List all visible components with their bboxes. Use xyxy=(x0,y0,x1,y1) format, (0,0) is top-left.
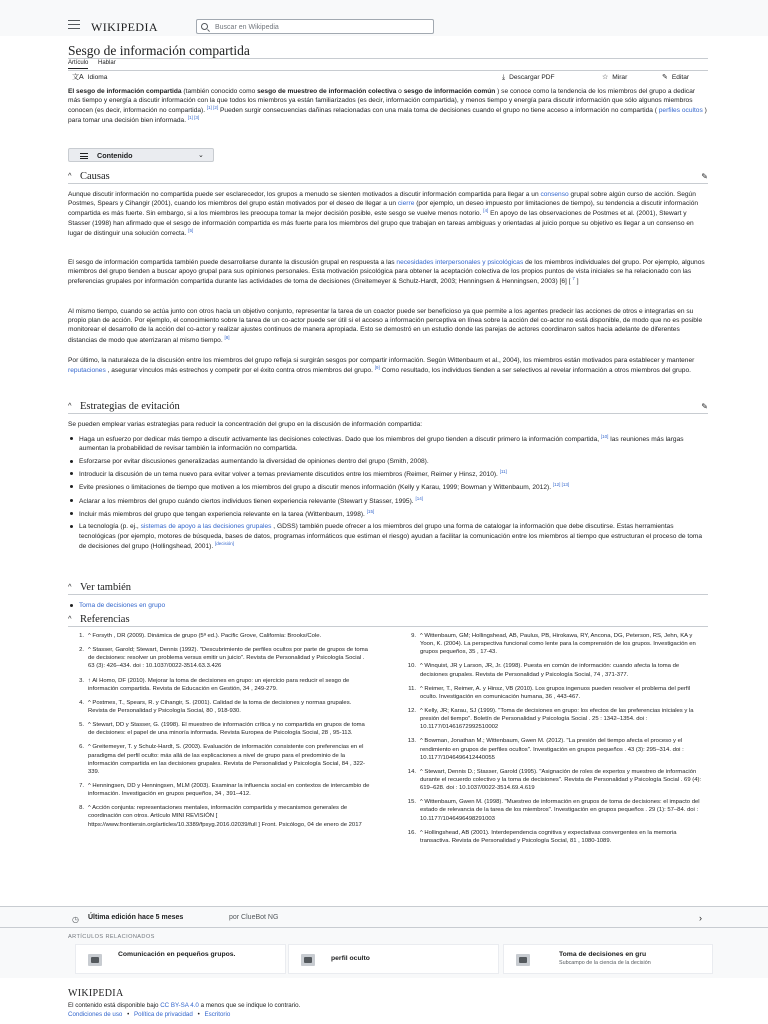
search-icon xyxy=(201,23,208,30)
related-card[interactable] xyxy=(288,944,499,974)
text: El sesgo de información compartida también puede desarrollarse durante la discusión grupal en respuesta a las xyxy=(68,259,397,266)
citation[interactable]: [15] xyxy=(366,509,375,515)
list-item xyxy=(68,522,708,551)
ref-number: 7. xyxy=(79,782,84,789)
ref-text: ^ Winquist, JR y Larson, JR, Jr. (1998). Puesta en común de información: cuando afecta la toma de decisiones grupales. Revista de Personalidad y Psicología Social, 74 , 371-377. xyxy=(420,663,680,678)
list-item xyxy=(68,509,708,519)
related-label: ARTÍCULOS RELACIONADOS xyxy=(68,934,155,940)
ref-number: 14. xyxy=(407,768,416,775)
see-also-list xyxy=(68,601,708,610)
paragraph: Se pueden emplear varias estrategias para reducir la concentración del grupo en la discusión de información compartida: xyxy=(68,421,423,428)
list-item xyxy=(68,469,708,479)
ref-text: ^ Greitemeyer, T. y Schulz-Hardt, S. (2003). Evaluación de información consistente con preferencias en el paradigma del perfil oculto: más allá de las explicaciones a nivel de grupo para el predominio de la información compartida en las decisiones grupales. Revista de Personalidad y Psicología Social, 84 , 322-339. xyxy=(88,744,366,775)
ref-number: 1. xyxy=(79,633,84,639)
watch-button[interactable] xyxy=(602,72,627,83)
ref-text: ^ Henningsen, DD y Henningsen, MLM (2003). Examinar la influencia social en contextos de intercambio de información. Investigación en grupos pequeños, 34 , 391–412. xyxy=(88,782,370,798)
last-edited-bar[interactable] xyxy=(0,906,768,928)
ref-text: ^ Reimer, T., Reimer, A. y Hinsz, VB (2010). Los grupos ingenuos pueden resolver el problema del perfil oculto. Investigación en comunicación humana, 36 , 443-467. xyxy=(420,685,691,700)
reference-item xyxy=(400,632,704,656)
article-thumbnail-icon xyxy=(301,954,315,966)
search-placeholder: Buscar en Wikipedia xyxy=(215,23,279,31)
reference-item xyxy=(68,632,372,640)
article-thumbnail-icon xyxy=(88,954,102,966)
text: ) para tomar una decisión bien informada. xyxy=(68,107,707,125)
paragraph xyxy=(68,190,708,238)
intro-paragraph xyxy=(68,87,708,126)
text: Introducir la discusión de un tema nuevo para evitar volver a temas previamente discutidos entre los miembros (Reimer, Reimer y Hinsz, 2010). xyxy=(79,471,500,479)
citation[interactable]: [9] xyxy=(374,365,380,371)
section-title: Ver también xyxy=(80,582,132,593)
list-item xyxy=(68,496,708,506)
ref-number: 11. xyxy=(408,685,416,692)
text: Pueden surgir consecuencias dañinas relacionadas con una mala toma de decisiones cuando el grupo no tiene acceso a información no compartida ( xyxy=(218,107,659,115)
download-pdf-button[interactable] xyxy=(502,72,555,83)
privacy-link[interactable]: Política de privacidad xyxy=(134,1011,193,1018)
citation[interactable]: [decisión] xyxy=(215,540,235,546)
watch-label: Mirar xyxy=(612,73,628,81)
text: Aclarar a los miembros del grupo cuándo ciertos individuos tienen experiencia relevante (Stewart y Stasser, 1995). xyxy=(79,497,416,505)
ref-number: 13. xyxy=(407,738,416,745)
citation[interactable]: [4] xyxy=(483,208,489,214)
pencil-icon: ✎ xyxy=(662,73,668,81)
section-heading-ver-tambien[interactable] xyxy=(68,581,708,595)
ref-text: ↑ Al Homo, DF (2010). Mejorar la toma de decisiones en grupo: un ejercicio para reducir el sesgo de información compartida. Revista de Educación en Gestión, 34 , 249-279. xyxy=(88,677,350,692)
list-item xyxy=(68,482,708,492)
citation[interactable]: 7 xyxy=(572,276,575,282)
pencil-icon[interactable]: ✎ xyxy=(701,172,708,181)
list-item: Esforzarse por evitar discusiones generalizadas aumentando la diversidad de opiniones dentro del grupo (Smith, 2008). xyxy=(68,457,708,466)
text: ) se conoce como la tendencia de los miembros del grupo a dedicar más tiempo y energía a discutir información con la que todos los miembros ya están familiarizados (es decir, información compartida), y menos tiempo y energía para discutir información que sólo algunos miembros conocen (es decir, información no compartida). xyxy=(68,88,696,115)
term-bold: El sesgo de información compartida xyxy=(68,88,182,95)
ref-number: 2. xyxy=(79,647,84,654)
ref-number: 10. xyxy=(407,663,416,670)
text: Aunque discutir información no compartida puede ser esclarecedor, los grupos a menudo se sienten motivados a discutir información compartida para llegar a un xyxy=(68,191,541,198)
ref-number: 16. xyxy=(407,829,416,836)
last-editor[interactable]: por ClueBot NG xyxy=(229,914,279,921)
related-card-title: perfil oculto xyxy=(331,955,370,962)
chevron-up-icon[interactable]: ^ xyxy=(68,614,72,623)
related-card-title: Toma de decisiones en gru xyxy=(559,951,647,958)
section-title: Estrategias de evitación xyxy=(80,401,180,412)
ref-text: ^ Kelly, JR; Karau, SJ (1999). "Toma de decisiones en grupo: los efectos de las preferencias iniciales y la presión del tiempo". Boletín de Personalidad y Psicología Social . 25 : 1342–1354. doi : 10.1177/01461672992510002 xyxy=(420,707,694,731)
separator: • xyxy=(197,1011,200,1018)
ref-number: 6. xyxy=(79,744,84,751)
text: Incluir más miembros del grupo que tengan experiencia relevante en la tarea (Wittenbaum, 1998). xyxy=(79,511,367,519)
page-title: Sesgo de información compartida xyxy=(68,43,250,58)
citation[interactable]: [10] xyxy=(600,434,609,439)
citation[interactable]: [1] [2] xyxy=(206,105,219,111)
site-footer xyxy=(0,978,768,1024)
paragraph xyxy=(68,307,708,345)
ref-number: 4. xyxy=(79,699,84,706)
citation[interactable]: [5] xyxy=(188,228,194,234)
text: La tecnología (p. ej., xyxy=(79,523,141,531)
references-right-column xyxy=(400,632,704,845)
related-card[interactable] xyxy=(503,944,713,974)
toc-button[interactable] xyxy=(68,148,214,162)
reference-item xyxy=(68,743,372,776)
section-title: Referencias xyxy=(80,614,130,625)
separator: • xyxy=(127,1011,130,1018)
citation[interactable]: [8] xyxy=(224,334,230,340)
reference-item xyxy=(400,685,704,701)
ref-text: ^ Stewart, Dennis D.; Stasser, Garold (1995). "Asignación de roles de expertos y muestreo de información durante el recuerdo colectivo y la toma de decisiones". Revista de Personalidad y Psicología Social . 69 (4): 619–628. doi : 10.1037/0022-3514.69.4.619 xyxy=(420,768,702,792)
text: Haga un esfuerzo por dedicar más tiempo a discutir activamente las decisiones colectivas. Dado que los miembros del grupo tienden a discutir primero la información compartida, xyxy=(79,436,601,444)
reference-item xyxy=(68,721,372,737)
text: (también conocido como xyxy=(181,88,258,95)
chevron-down-icon: ⌄ xyxy=(198,152,204,159)
chevron-up-icon[interactable]: ^ xyxy=(68,582,72,591)
term-bold: sesgo de muestreo de información colectiva xyxy=(257,88,397,95)
text: ] xyxy=(574,278,579,286)
ref-text: ^ Stewart, DD y Stasser, G. (1998). El muestreo de información crítica y no compartida en grupos de toma de decisiones: el papel de una minoría informada. Revista Europea de Psicología Social, 28 , 95-113. xyxy=(88,722,365,737)
terms-link[interactable]: Condiciones de uso xyxy=(68,1011,123,1018)
download-label: Descargar PDF xyxy=(509,73,555,81)
text: Evite presiones o limitaciones de tiempo que motiven a los miembros del grupo a discutir menos información (Kelly y Karau, 1999; Bowman y Wittenbaum, 2012). xyxy=(79,484,553,492)
section-heading-referencias[interactable] xyxy=(68,613,708,627)
citation[interactable]: [14] xyxy=(415,495,423,501)
link-hidden-profiles[interactable]: perfiles ocultos xyxy=(658,107,703,115)
link-reputaciones[interactable]: reputaciones xyxy=(68,367,106,375)
download-icon: ⤓ xyxy=(502,73,506,81)
ref-number: 5. xyxy=(79,722,84,729)
ref-text: ^ Forsyth , DR (2009). Dinámica de grupo (5ª ed.). Pacific Grove, California: Brooks/Cole. xyxy=(88,633,322,639)
reference-item xyxy=(400,829,704,845)
citation[interactable]: [1] [3] xyxy=(187,115,200,121)
text: de los miembros individuales del grupo. Por ejemplo, algunos miembros del grupo tienden a buscar apoyo grupal para sus opiniones personales. Esta motivación psicológica para obtener la aceptación colectiva de los propios puntos de vista iniciales se ha relacionado con las preferencias grupales por información compartida durante las actividades de toma de decisiones (Greitemeyer & Schulz-Hardt, 2003; Henningsen & Henningsen, 2003) [6] [ xyxy=(68,259,705,286)
star-icon: ☆ xyxy=(602,73,609,81)
chevron-up-icon[interactable]: ^ xyxy=(68,401,72,410)
ref-number: 15. xyxy=(407,799,416,806)
language-label: Idioma xyxy=(87,73,108,81)
term-bold: sesgo de información común xyxy=(403,88,496,95)
article-thumbnail-icon xyxy=(516,954,530,966)
history-icon: ◷ xyxy=(72,915,79,924)
ref-text: ^ Wittenbaum, Gwen M. (1998). "Muestreo de información en grupos de toma de decisiones: el impacto del estado de relevancia de la tarea de los miembros". Investigación en grupos pequeños . 29 (1): 57–84. doi : 10.1177/1046496498291003 xyxy=(420,799,700,822)
last-edited-text: Última edición hace 5 meses xyxy=(88,914,184,921)
reference-item xyxy=(400,662,704,678)
ref-number: 12. xyxy=(407,707,416,714)
ref-text: ^ Acción conjunta: representaciones mentales, información compartida y mecanismos generales de coordinación con otros. Artículo MINI REVISIÓN [ https://www.frontiersin.org/articles/10.3389/fpsyg.2016.02039/full ] Front. Psicólogo, 04 de enero de 2017 xyxy=(88,805,362,828)
divider xyxy=(68,58,708,59)
text: , GDSS) también puede ofrecer a los miembros del grupo una forma de catalogar la información que debe discutirse. Estas herramientas tecnológicas (por ejemplo, motores de búsqueda, bases de datos, programas informáticos que estiman el riesgo) ayudan a facilitar la comunicación entre los miembros al tiempo que estructuran el proceso de toma de decisiones del grupo (Hollingshead, 2001). xyxy=(79,523,703,551)
related-card-title: Comunicación en pequeños grupos. xyxy=(118,951,236,958)
pencil-icon[interactable]: ✎ xyxy=(701,402,708,411)
reference-item xyxy=(68,699,372,715)
text: Como resultado, los individuos tienden a ser selectivos al revelar información a otros miembros del grupo. xyxy=(379,367,691,375)
citation[interactable]: [12] [13] xyxy=(552,482,570,488)
ref-text: ^ Stasser, Garold; Stewart, Dennis (1992). "Descubrimiento de perfiles ocultos por parte de grupos de toma de decisiones: resolver un problema versus emitir un juicio". Revista de Personalidad y Psicología Social . 63 (3): 426–434. doi : 10.1037/0022-3514.63.3.426 xyxy=(88,647,368,670)
reference-item xyxy=(68,782,372,798)
ref-text: ^ Bowman, Jonathan M.; Wittenbaum, Gwen M. (2012). "La presión del tiempo afecta el proceso y el rendimiento en grupos de perfiles ocultos". Investigación en grupos pequeños . 43 (3): 295–314. doi : 10.1177/1046496412440055 xyxy=(420,738,684,761)
menu-icon[interactable] xyxy=(68,20,80,30)
site-header xyxy=(0,0,768,36)
strategy-list xyxy=(68,434,708,551)
reference-item xyxy=(400,768,704,792)
reference-item xyxy=(400,707,704,731)
text: Al mismo tiempo, cuando se actúa junto con otros hacia un objetivo conjunto, representar la tarea de un coactor puede ser beneficioso ya que permite a los agentes predecir las acciones de otros e integrarlas en su propio plan de acción. Por ejemplo, el conocimiento sobre la tarea de un co-actor puede ser útil si el acceso a información perceptiva en línea sobre la acción del co-actor no está disponible, de modo que no es posible monitorear el desarrollo de la acción del co-actor y realizar ajustes continuos de manera apropiada. Esto se demostró en un estudio donde las parejas de actores coordinaron saltos hacia adelante de diferentes distancias de modo que aterrizaran al mismo tiempo. xyxy=(68,308,703,344)
paragraph xyxy=(68,356,708,376)
text: las reuniones más largas aumentan la probabilidad de revisar también la información no compartida. xyxy=(79,436,684,453)
reference-item xyxy=(68,677,372,693)
list-item xyxy=(68,434,708,454)
language-button[interactable] xyxy=(72,72,107,83)
wikipedia-wordmark[interactable]: WIKIPEDIA xyxy=(91,20,158,34)
reference-item xyxy=(68,804,372,828)
divider xyxy=(68,70,708,71)
ref-number: 9. xyxy=(411,633,416,639)
toc-label: Contenido xyxy=(97,151,133,160)
section-heading-causas[interactable] xyxy=(68,170,708,184)
text: a menos que se indique lo contrario. xyxy=(198,1002,301,1009)
footer-links xyxy=(68,1011,233,1020)
ref-number: 8. xyxy=(79,805,84,812)
text: En apoyo de las observaciones de Postmes et al. (2001), Stewart y Stasser (1998) han afirmado que el sesgo de información compartida es más fuerte para los miembros del grupo que trabajan en tareas ambiguas y orientadas al juicio porque su objetivo es llegar a un consenso en lugar de distinguir una solución correcta. xyxy=(68,210,694,238)
section-heading-estrategias[interactable] xyxy=(68,400,708,414)
list-item xyxy=(68,601,708,610)
related-articles xyxy=(0,928,768,978)
edit-label: Editar xyxy=(671,73,690,81)
tab-talk[interactable]: Hablar xyxy=(98,60,116,66)
references-left-column xyxy=(68,632,372,829)
page-tabs xyxy=(68,59,124,70)
section-title: Causas xyxy=(80,171,110,182)
text: o xyxy=(396,88,404,95)
ref-text: ^ Hollingshead, AB (2001). Interdependencia cognitiva y expectativas convergentes en la memoria transactiva. Revista de Personalidad y Psicología Social, 81 , 1080-1089. xyxy=(420,829,677,844)
license-link[interactable]: CC BY-SA 4.0 xyxy=(160,1002,199,1009)
list-icon xyxy=(80,153,88,159)
tab-article[interactable]: Artículo xyxy=(68,59,88,69)
related-card[interactable] xyxy=(75,944,286,974)
link-consenso[interactable]: consenso xyxy=(540,191,569,198)
link-cierre[interactable]: cierre xyxy=(397,200,415,208)
edit-button[interactable] xyxy=(662,72,689,83)
citation[interactable]: [11] xyxy=(499,468,507,474)
footer-wordmark: WIKIPEDIA xyxy=(68,988,124,999)
reference-item xyxy=(68,646,372,670)
text: , asegurar vínculos más estrechos y competir por el éxito contra otros miembros del grupo. xyxy=(105,367,375,375)
paragraph xyxy=(68,258,708,287)
search-input[interactable] xyxy=(196,19,434,34)
license-text xyxy=(68,1002,300,1011)
text: El contenido está disponible bajo xyxy=(68,1002,161,1009)
related-card-subtitle: Subcampo de la ciencia de la decisión xyxy=(559,960,651,966)
link-interpersonal-needs[interactable]: necesidades interpersonales y psicológicas xyxy=(396,259,524,266)
text: grupal sobre algún curso de acción. Según Postmes, Spears y Cihangir (2001), cuando los miembros del grupo están motivados por el deseo de llegar a un xyxy=(68,191,696,208)
reference-item xyxy=(400,798,704,822)
text: Por último, la naturaleza de la discusión entre los miembros del grupo refleja si surgirán sesgos por compartir información. Según Wittenbaum et al., 2004), los miembros están motivados para establecer y mantener xyxy=(68,357,695,364)
ref-text: ^ Postmes, T., Spears, R. y Cihangir, S. (2001). Calidad de la toma de decisiones y normas grupales. Revista de Personalidad y Psicología Social, 80 , 918-930. xyxy=(88,699,352,714)
ref-number: 3. xyxy=(79,677,84,684)
link-gdss[interactable]: sistemas de apoyo a las decisiones grupales xyxy=(140,523,272,531)
desktop-link[interactable]: Escritorio xyxy=(204,1011,231,1018)
link-toma-de-decisiones[interactable]: Toma de decisiones en grupo xyxy=(79,602,166,609)
ref-text: ^ Wittenbaum, GM; Hollingshead, AB, Paulus, PB, Hirokawa, RY, Ancona, DG, Peterson, RS, Jehn, KA y Yoon, K. (2004). La perspectiva funcional como lente para la comprensión de los grupos. Investigación en grupos pequeños, 35 , 17-43. xyxy=(420,633,696,656)
reference-item xyxy=(400,737,704,761)
chevron-up-icon[interactable]: ^ xyxy=(68,171,72,180)
text: (por ejemplo, un deseo impuesto por limitaciones de tiempo), su tendencia a discutir información compartida es más fuerte. Sin embargo, si a los miembros les preocupa tomar la mejor decisión posible, este sesgo se vuelve menos notorio. xyxy=(68,200,699,218)
language-icon: 文A xyxy=(72,73,84,81)
chevron-right-icon: › xyxy=(699,913,702,923)
